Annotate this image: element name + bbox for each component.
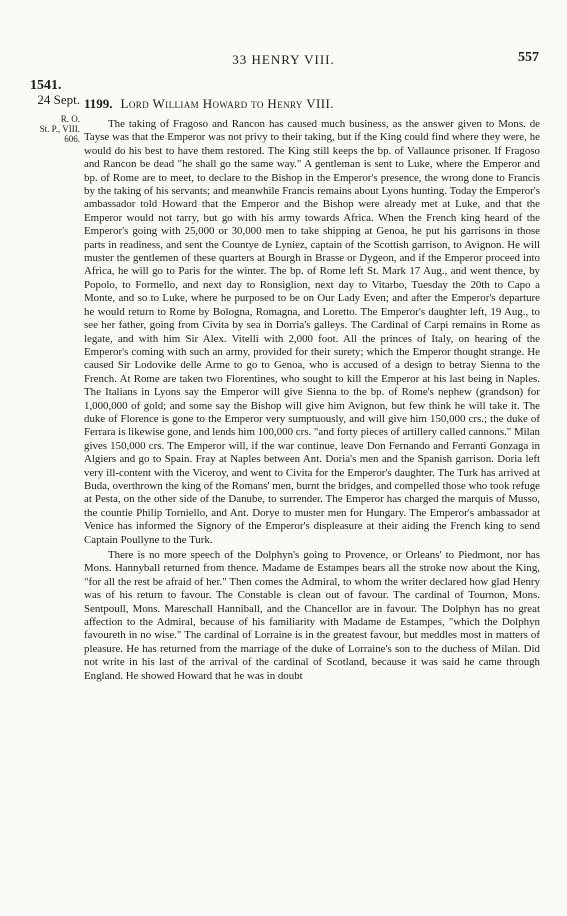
margin-date: 24 Sept. [37,92,80,107]
margin-source-2: St. P., VIII. [39,124,80,134]
entry-paragraph-1: The taking of Fragoso and Rancon has caused much business, as the answer given to Mons. de Tayse was that the Emperor was not privy to their taking, but if the King could find where they were, he would do his best to have them restored. The King still keeps the bp. of Vallaunce prisoner. If Fragoso and Rancon be dead "he shall go the same way." A gentleman is sent to Luke, where the Emperor and bp. of Rome are to meet, to declare to the Bishop in the Emperor's presence, the wrong done to Francis by the taking of his servants; and meanwhile Francis remains about Lyons hunting. Today the Emperor's ambassador told Howard that the Emperor and the Bishop were already met at Luke, and that the Emperor would not tarry, but go with his army towards Africa. When the French king heard of the Emperor's going with 25,000 or 30,000 men to take shipping at Genoa, he put his garrisons in those parts in readiness, and sent the Countye de Lyniez, captain of the Scottish garrison, to Avignon. He will muster the gentlemen of these quarters at Bourgh in Brasse or Dygeon, and if the Emperor proceed into Africa, he will go to Paris for the winter. The bp. of Rome left St. Mark 17 Aug., and went thence, by Popolo, to Formello, and next day to Ronsiglion, next day to Vitarbo, Tuesday the 20th to Capo a Monte, and so to Luke, where he purposed to be on Our Lady Even; and after the Emperor's departure he would return to Rome by Bologna, Romagna, and Loretto. The Emperor's daughter left, 19 Aug., to see her father, going from Civita by sea in Dorria's galleys. The Cardinal of Carpi remains in Rome as legate, and with him Sir Alex. Vitelli with 2,000 foot. All the princes of Italy, on hearing of the Emperor's coming with such an army, provided for their surety; which the Emperor thought strange. He caused Sir Lodovike delle Arme to go to Genoa, who is accused of a design to betray Sienna to the French. At Rome are taken two Florentines, who sought to kill the Emperor at his last being in Naples. The Italians in Lyons say the Emperor will give Sienna to the bp. of Rome's nephew (grandson) for 1,000,000 of gold; and some say the Bishop will give him Avignon, but few think he will take it. The duke of Florence is gone to the Emperor very sumptuously, and will give him 150,000 crs.; the duke of Ferrara is likewise gone, and lends him 100,000 crs. "and forty pieces of artillery called cannons." Milan gives 150,000 crs. The Emperor will, if the war continue, leave Don Fernando and Ferranti Gonzaga in Algiers and go to Spain. Fray at Naples between Ant. Doria's men and the Spanish garrison. Doria left very ill-content with the Viceroy, and went to Civita for the Emperor's daughter. The Turk has arrived at Buda, overthrown the king of the Romans' men, burnt the bridges, and compelled those who took refuge at Pesta, on the other side of the Danube, to surrender. The Emperor has charged the marquis of Musso, the countie Philip Torniello, and Ant. Dorye to muster men for Hungary. The Emperor's ambassador at Venice has informed the Signory of the Emperor's displeasure at their aiding the French king to send Captain Poullyne to the Turk. [84,118,540,546]
marginal-notes [30,80,80,144]
running-title: 33 HENRY VIII. [232,52,335,67]
margin-year: 1541. [30,78,62,93]
page-header [0,52,567,72]
entry-paragraph-2: There is no more speech of the Dolphyn's going to Provence, or Orleans' to Piedmont, nor has Mons. Hannyball returned from thence. Madame de Estampes bears all the stroke now about the King, "for all the rest be afraid of her." Then comes the Admiral, to whom the writer declared how glad Henry was of his return to favour. The Constable is clean out of favour. The cardinal of Tournon, Mons. Sentpoull, Mons. Mareschall Hanniball, and the Chancellor are in favour. The Dolphyn has no great affection to the Admiral, because of his familiarity with Madame de Estampes, "which the Dolphyn favoureth in no wise." The cardinal of Lorraine is in the greatest favour, but meddles most in matters of pleasure. He has returned from the marriage of the duke of Lorraine's son to the duchess of Milan. Did not write in his last of the arrival of the cardinal of Scotland, because it was said he came through England. He showed Howard that he was in doubt [84,549,540,682]
page-number: 557 [518,50,539,65]
entry-number: 1199. [84,96,113,111]
margin-source-1: R. O. [60,114,80,124]
entry-title: Lord William Howard to Henry VIII. [120,96,334,111]
entry-heading [84,96,540,112]
margin-source-3: 606. [64,134,80,144]
calendar-entry [84,96,540,685]
